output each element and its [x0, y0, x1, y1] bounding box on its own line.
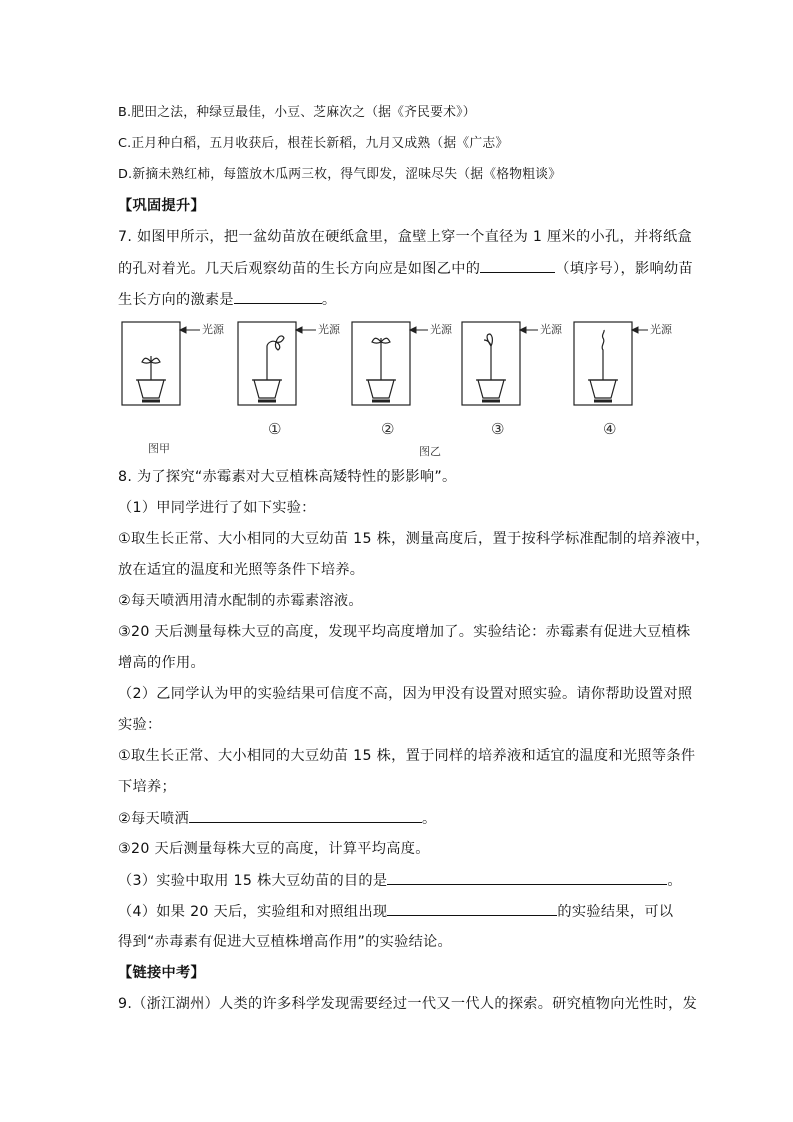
q7-answer-blank-2[interactable]: [234, 289, 322, 304]
q8-answer-blank-spray[interactable]: [189, 808, 422, 823]
section-consolidate-heading: 【巩固提升】: [118, 198, 205, 214]
light-source-label-jia: 光源: [202, 323, 224, 336]
pot-jia: [138, 380, 164, 398]
light-source-label-4: 光源: [650, 323, 672, 336]
q8-step-2: ②每天喷洒用清水配制的赤霉素溶液。: [118, 593, 363, 609]
option-b: B.肥田之法，种绿豆最佳，小豆、芝麻次之（据《齐民要术》）: [118, 105, 476, 120]
q8-control-1b: 下培养；: [118, 779, 176, 795]
q8-part-3: [118, 870, 682, 891]
q8-part-3-end: 。: [667, 873, 682, 889]
option-c: C.正月种白稻，五月收获后，根茬长新稻，九月又成熟（据《广志》: [118, 136, 509, 151]
q7-answer-blank-1[interactable]: [480, 258, 555, 273]
q7-text-a: 的孔对着光。几天后观察幼苗的生长方向应是如图乙中的: [118, 261, 481, 277]
figure-yi-caption: 图乙: [419, 445, 441, 458]
q8-step-3b: 增高的作用。: [118, 655, 205, 671]
seedling-4: [602, 330, 604, 380]
option-number-3: ③: [491, 420, 505, 438]
q8-control-2-end: 。: [421, 811, 437, 827]
q8-control-3: ③20 天后测量每株大豆的高度，计算平均高度。: [118, 841, 430, 857]
seedling-figure-svg: [118, 318, 678, 460]
q8-part-4-text: （4）如果 20 天后，实验组和对照组出现: [118, 904, 388, 920]
option-number-4: ④: [603, 420, 617, 438]
q8-control-2: [118, 808, 436, 829]
option-number-1: ①: [268, 420, 282, 438]
q7-line-2: [118, 258, 693, 279]
seedling-figure: [118, 318, 678, 460]
q7-line-1: 7. 如图甲所示，把一盆幼苗放在硬纸盒里，盒壁上穿一个直径为 1 厘米的小孔，并将纸盒: [118, 229, 692, 245]
q8-part-3-text: （3）实验中取用 15 株大豆幼苗的目的是: [118, 873, 388, 889]
q7-text-b: （填序号），影响幼苗: [555, 261, 693, 277]
q8-title: 8. 为了探究“赤霉素对大豆植株高矮特性的影影响”。: [118, 469, 457, 485]
option-d: D.新摘未熟红柿，每篮放木瓜两三枚，得气即发，涩味尽失（据《格物粗谈》: [118, 167, 562, 182]
light-source-label-1: 光源: [318, 323, 340, 336]
light-source-label-2: 光源: [430, 323, 452, 336]
q8-part-4: [118, 901, 673, 922]
q7-line-3: [118, 289, 336, 310]
seedling-1: [267, 341, 276, 380]
q8-part-2b: 实验：: [118, 717, 162, 733]
q8-part-1: （1）甲同学进行了如下实验：: [118, 500, 316, 516]
q8-step-1b: 放在适宜的温度和光照等条件下培养。: [118, 562, 365, 578]
section-link-heading: 【链接中考】: [118, 965, 205, 981]
figure-jia-caption: 图甲: [148, 442, 170, 455]
q8-control-2-text: ②每天喷洒: [118, 811, 189, 827]
seedling-3: [484, 340, 491, 380]
q7-text-d: 。: [321, 292, 337, 308]
q8-part-4-end: 的实验结果，可以: [557, 904, 674, 920]
q8-control-1a: ①取生长正常、大小相同的大豆幼苗 15 株，置于同样的培养液和适宜的温度和光照等条件: [118, 748, 696, 764]
q8-part-2a: （2）乙同学认为甲的实验结果可信度不高，因为甲没有设置对照实验。请你帮助设置对照: [118, 686, 693, 702]
q8-step-1a: ①取生长正常、大小相同的大豆幼苗 15 株，测量高度后，置于按科学标准配制的培养液中，: [118, 531, 710, 547]
q7-text-c: 生长方向的激素是: [118, 292, 234, 308]
q9-line-1: 9.（浙江湖州）人类的许多科学发现需要经过一代又一代人的探索。研究植物向光性时，发: [118, 996, 698, 1012]
q8-answer-blank-purpose[interactable]: [387, 870, 667, 885]
q8-part-4-conclusion: 得到“赤毒素有促进大豆植株增高作用”的实验结论。: [118, 934, 453, 950]
light-source-label-3: 光源: [540, 323, 562, 336]
q8-step-3a: ③20 天后测量每株大豆的高度，发现平均高度增加了。实验结论：赤霉素有促进大豆植株: [118, 624, 691, 640]
q8-answer-blank-result[interactable]: [387, 901, 557, 916]
option-number-2: ②: [381, 420, 395, 438]
